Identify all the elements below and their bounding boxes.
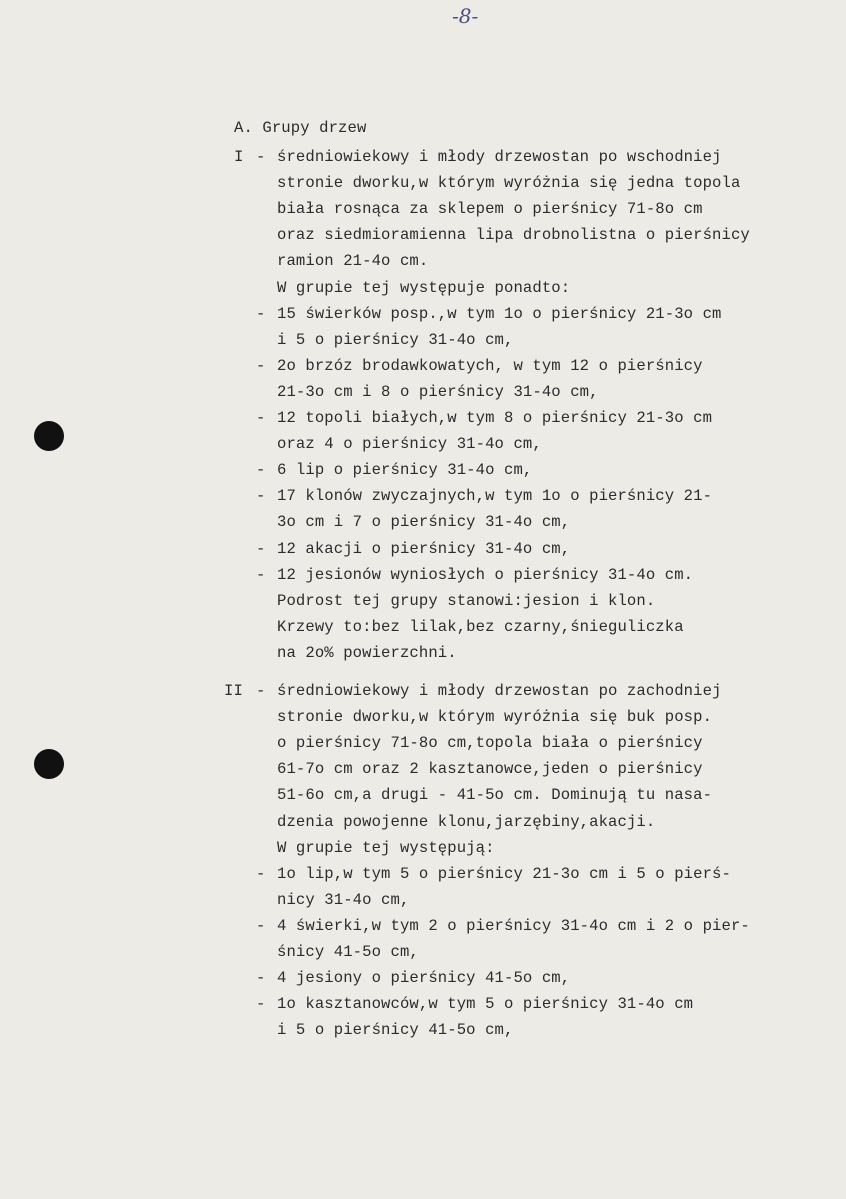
text-line: stronie dworku,w którym wyróżnia się jedna topola <box>277 174 741 193</box>
list-item-line: 4 świerki,w tym 2 o pierśnicy 31-4o cm i 2 o pier- <box>277 916 750 935</box>
list-item-line: 4 jesiony o pierśnicy 41-5o cm, <box>277 969 571 988</box>
list-item-line: 6 lip o pierśnicy 31-4o cm, <box>277 461 533 480</box>
list-item-line: śnicy 41-5o cm, <box>277 943 419 961</box>
list-bullet: - <box>256 864 266 883</box>
text-line: stronie dworku,w którym wyróżnia się buk posp. <box>277 708 713 727</box>
group-numeral: I <box>234 148 244 166</box>
list-item-line: i 5 o pierśnicy 31-4o cm, <box>277 330 514 349</box>
list-item-line: 1o lip,w tym 5 o pierśnicy 21-3o cm i 5 o pierś- <box>277 864 731 883</box>
list-item-line: i 5 o pierśnicy 41-5o cm, <box>277 1021 514 1040</box>
text-line: średniowiekowy i młody drzewostan po wschodniej <box>277 148 722 166</box>
section-heading: A. Grupy drzew <box>234 119 367 137</box>
list-item-line: 1o kasztanowców,w tym 5 o pierśnicy 31-4o cm <box>277 995 694 1014</box>
list-item-line: 15 świerków posp.,w tym 1o o pierśnicy 21-3o cm <box>277 304 722 323</box>
list-item-line: 12 akacji o pierśnicy 31-4o cm, <box>277 539 571 558</box>
group-numeral: II <box>224 682 243 700</box>
list-item-line: oraz 4 o pierśnicy 31-4o cm, <box>277 435 542 454</box>
text-line: Podrost tej grupy stanowi:jesion i klon. <box>277 591 656 610</box>
list-item-line: 3o cm i 7 o pierśnicy 31-4o cm, <box>277 513 571 532</box>
text-line: W grupie tej występuje ponadto: <box>277 278 571 297</box>
group-dash: - <box>256 682 266 700</box>
text-line: 61-7o cm oraz 2 kasztanowce,jeden o pierśnicy <box>277 760 703 779</box>
text-line: W grupie tej występują: <box>277 838 495 857</box>
list-bullet: - <box>256 487 266 506</box>
text-line: dzenia powojenne klonu,jarzębiny,akacji. <box>277 812 656 831</box>
text-line: oraz siedmioramienna lipa drobnolistna o pierśnicy <box>277 226 750 245</box>
list-bullet: - <box>256 461 266 480</box>
text-line: średniowiekowy i młody drzewostan po zachodniej <box>277 682 722 700</box>
list-bullet: - <box>256 565 266 584</box>
text-line: biała rosnąca za sklepem o pierśnicy 71-8o cm <box>277 200 703 219</box>
list-item-line: nicy 31-4o cm, <box>277 890 410 909</box>
list-item-line: 21-3o cm i 8 o pierśnicy 31-4o cm, <box>277 382 599 401</box>
list-bullet: - <box>256 539 266 558</box>
list-bullet: - <box>256 304 266 323</box>
list-bullet: - <box>256 995 266 1014</box>
punch-hole <box>34 421 64 451</box>
list-bullet: - <box>256 916 266 935</box>
page-number: -8- <box>452 4 479 28</box>
text-line: Krzewy to:bez lilak,bez czarny,śnieguliczka <box>277 617 684 636</box>
list-item-line: 17 klonów zwyczajnych,w tym 1o o pierśnicy 21- <box>277 487 713 506</box>
text-line: 51-6o cm,a drugi - 41-5o cm. Dominują tu nasa- <box>277 786 713 805</box>
text-line: ramion 21-4o cm. <box>277 252 429 271</box>
list-item-line: 12 topoli białych,w tym 8 o pierśnicy 21-3o cm <box>277 409 713 427</box>
list-bullet: - <box>256 969 266 988</box>
list-item-line: 12 jesionów wyniosłych o pierśnicy 31-4o cm. <box>277 565 694 584</box>
list-bullet: - <box>256 409 266 427</box>
text-line: o pierśnicy 71-8o cm,topola biała o pierśnicy <box>277 734 703 753</box>
punch-hole <box>34 749 64 779</box>
group-dash: - <box>256 148 266 166</box>
list-bullet: - <box>256 356 266 375</box>
list-item-line: 2o brzóz brodawkowatych, w tym 12 o pierśnicy <box>277 356 703 375</box>
text-line: na 2o% powierzchni. <box>277 643 457 662</box>
